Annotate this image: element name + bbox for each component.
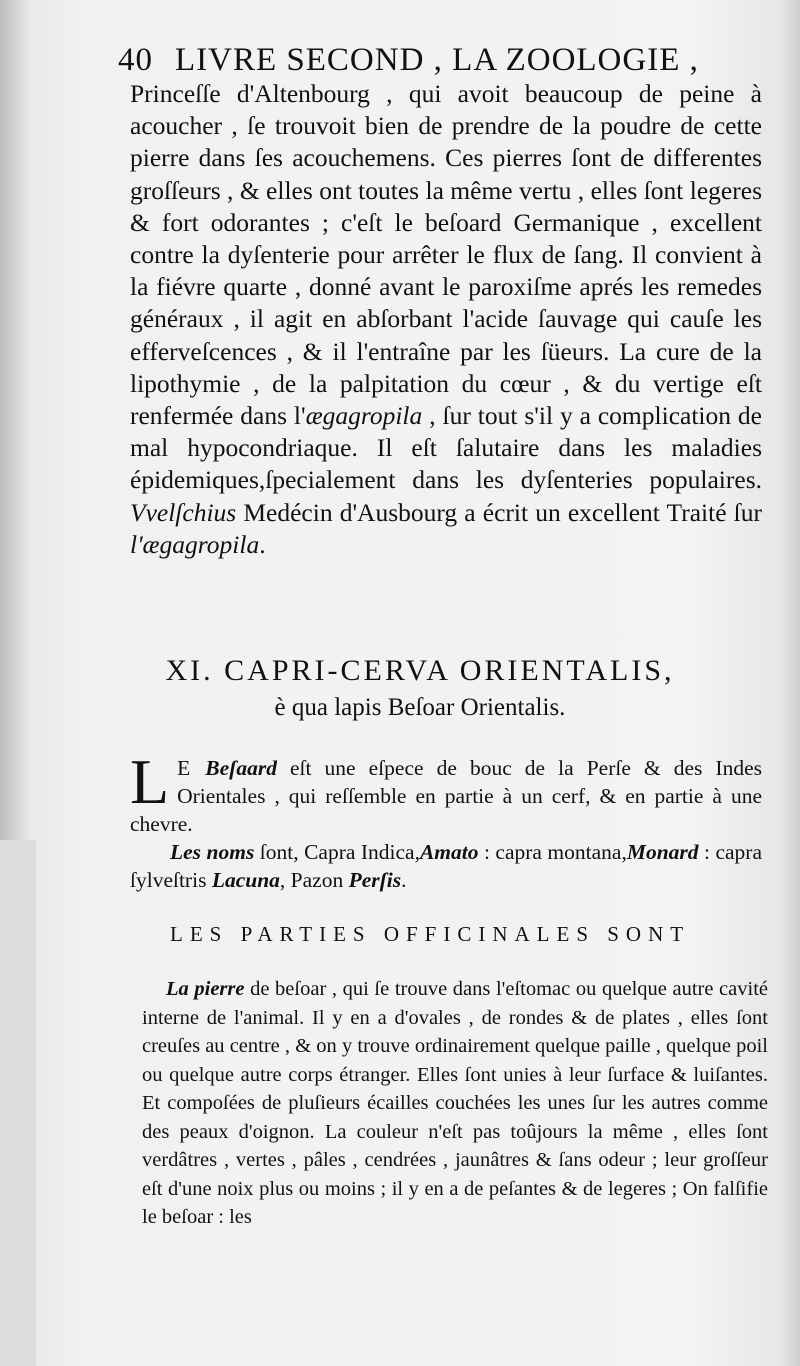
author-monard: Monard — [626, 840, 699, 864]
section-title: XI. CAPRI-CERVA ORIENTALIS, — [165, 654, 675, 687]
page-edge-strip — [0, 840, 36, 1366]
paragraph-1-text-b: , ſur tout s'il y a complication de mal hypocondriaque. Il eſt ſalutaire dans les maladies épidemiques,ſpecialement dans les dyſenteries populaires. — [130, 401, 762, 495]
section-subtitle: è qua lapis Beſoar Orientalis. — [274, 694, 566, 721]
author-persis: Perſis — [348, 868, 402, 892]
author-lacuna: Lacuna — [211, 868, 280, 892]
author-amato: Amato — [419, 840, 479, 864]
paragraph-1-italic-a: ægagropila — [305, 401, 423, 431]
pierre-label: La pierre — [166, 978, 245, 1000]
paragraph-1-text-a: Princeſſe d'Altenbourg , qui avoit beaucoup de peine à acoucher , ſe trouvoit bien de prendre de la poudre de cette pierre dans ſes acouchemens. Ces pierres ſont de differentes groſſeurs , & elles ont toutes la même vertu , elles ſont legeres & fort odorantes ; c'eſt le beſoard Germanique , excellent contre la dyſenterie pour arrêter le flux de ſang. Il convient à la fiévre quarte , donné avant le paroxiſme aprés les remedes généraux , il agit en abſorbant l'acide ſauvage qui cauſe les efferveſcences , & il l'entraîne par les ſüeurs. La cure de la lipothymie , de la palpitation du cœur , & du vertige eſt renfermée dans l' — [130, 79, 762, 431]
paragraph-1-text-c: Medécin d'Ausbourg a écrit un excellent Traité ſur — [236, 497, 762, 527]
paragraph-3-text: de beſoar , qui ſe trouve dans l'eſtomac ou quelque autre cavité interne de l'animal. Il y en a d'ovales , de rondes & de plates , elles ſont creuſes au centre , & on y trouve ordinairement quelque paille , quelque poil ou quelque autre corps étranger. Elles ſont unies à leur ſurface & luiſantes. Et compoſées de pluſieurs écailles couchées les unes ſur les autres comme des peaux d'oignon. La couleur n'eſt pas toûjours la même , elles ſont verdâtres , vertes , pâles , cendrées , jaunâtres & ſans odeur ; leur groſſeur eſt d'une noix plus ou moins ; il y en a de peſantes & de legeres ; On falſifie le beſoar : les — [142, 978, 768, 1228]
drop-cap: L — [130, 746, 170, 817]
paragraph-3 — [142, 975, 768, 1232]
running-header — [118, 42, 758, 79]
paragraph-2 — [130, 746, 762, 894]
paragraph-1 — [130, 78, 762, 561]
page-number: 40 — [118, 42, 153, 78]
parties-heading: LES PARTIES OFFICINALES SONT — [170, 922, 691, 946]
paragraph-1-text-d: . — [259, 529, 266, 559]
names-text-d: , Pazon — [279, 868, 349, 892]
paragraph-2-text: eſt une eſpece de bouc de la Perſe & des Indes Orientales , qui reſſemble en partie à un cerf, & en partie à une chevre. — [130, 756, 762, 836]
paragraph-2-lead: E — [177, 756, 206, 780]
names-text-b: : capra montana, — [478, 840, 627, 864]
names-text-c: : capra ſylveſtris — [130, 840, 762, 892]
running-title: LIVRE SECOND , LA ZOOLOGIE , — [175, 42, 699, 78]
paragraph-2-name: Beſaard — [205, 756, 277, 780]
names-label: Les noms — [170, 840, 255, 864]
names-text-a: ſont, Capra Indica, — [254, 840, 420, 864]
paragraph-1-italic-c: l'ægagropila — [130, 529, 260, 559]
paragraph-1-italic-b: Vvelſchius — [130, 497, 237, 527]
names-text-e: . — [401, 868, 407, 892]
